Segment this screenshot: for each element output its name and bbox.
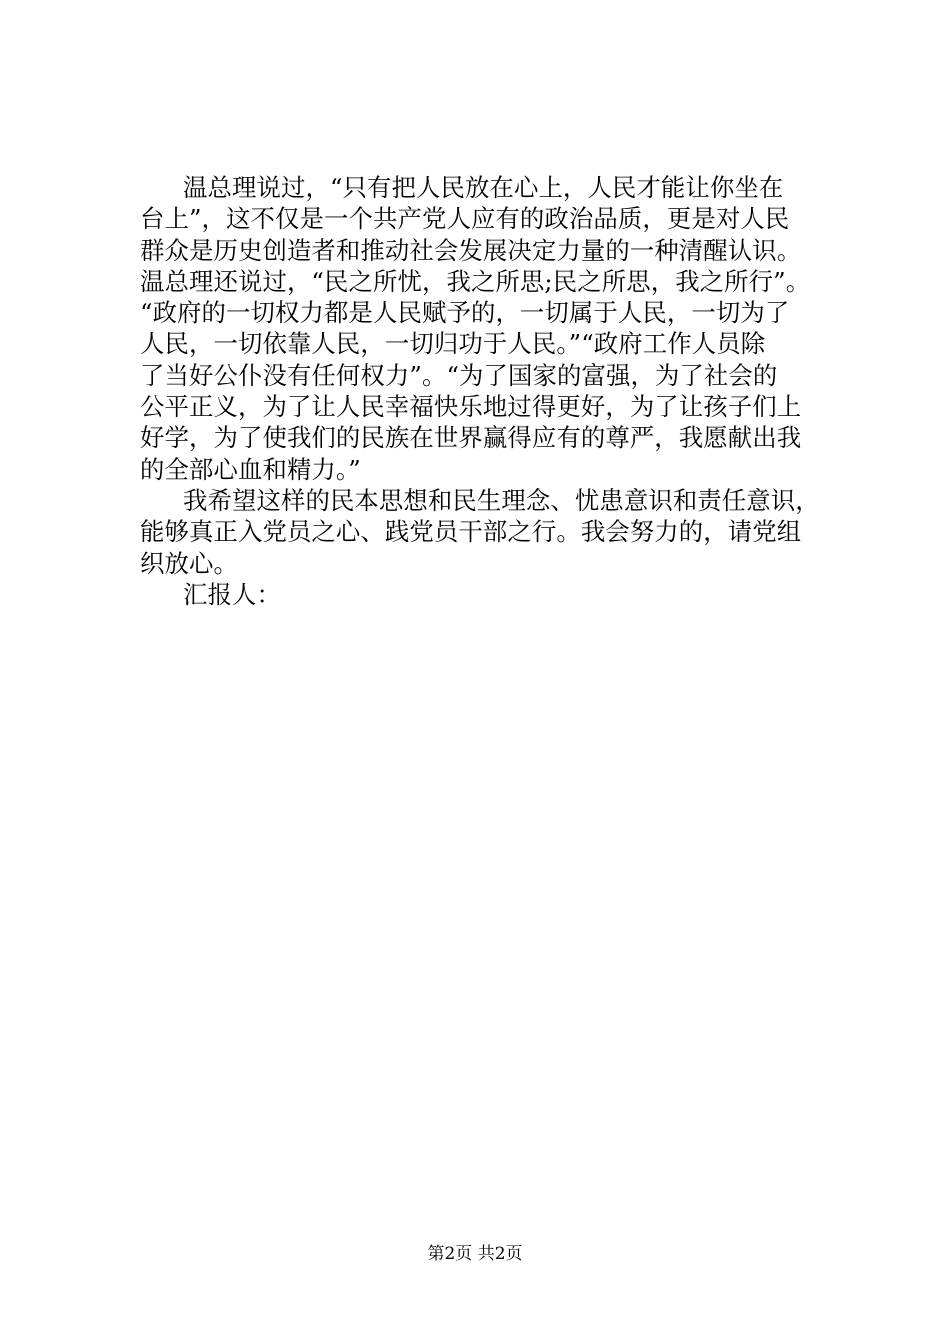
page-number-label: 第2页 共2页 xyxy=(427,1244,523,1264)
paragraph-1-line-5: “政府的一切权力都是人民赋予的，一切属于人民，一切为了 xyxy=(140,298,790,328)
paragraph-1-line-3: 群众是历史创造者和推动社会发展决定力量的一种清醒认识。 xyxy=(140,235,802,265)
paragraph-1-line-2: 台上”，这不仅是一个共产党人应有的政治品质，更是对人民 xyxy=(140,204,790,234)
paragraph-1-line-9: 好学，为了使我们的民族在世界赢得应有的尊严，我愿献出我 xyxy=(140,423,802,453)
paragraph-1-line-10: 的全部心血和精力。” xyxy=(140,454,361,484)
paragraph-1-line-4: 温总理还说过，“民之所忧，我之所思;民之所思，我之所行”。 xyxy=(140,266,811,296)
page-footer xyxy=(0,1242,950,1266)
paragraph-1-line-8: 公平正义，为了让人民幸福快乐地过得更好，为了让孩子们上 xyxy=(140,392,802,422)
paragraph-2-line-3: 织放心。 xyxy=(140,548,238,578)
document-body xyxy=(140,172,840,610)
paragraph-1-line-1: 温总理说过，“只有把人民放在心上，人民才能让你坐在 xyxy=(183,173,784,202)
paragraph-1-line-6: 人民，一切依靠人民，一切归功于人民。”“政府工作人员除 xyxy=(140,329,766,359)
paragraph-2-line-1: 我希望这样的民本思想和民生理念、忧患意识和责任意识， xyxy=(183,485,820,515)
paragraph-1-line-7: 了当好公仆没有任何权力”。“为了国家的富强，为了社会的 xyxy=(140,360,778,390)
reporter-signature-line: 汇报人： xyxy=(183,579,281,609)
paragraph-2-line-2: 能够真正入党员之心、践党员干部之行。我会努力的，请党组 xyxy=(140,517,802,547)
